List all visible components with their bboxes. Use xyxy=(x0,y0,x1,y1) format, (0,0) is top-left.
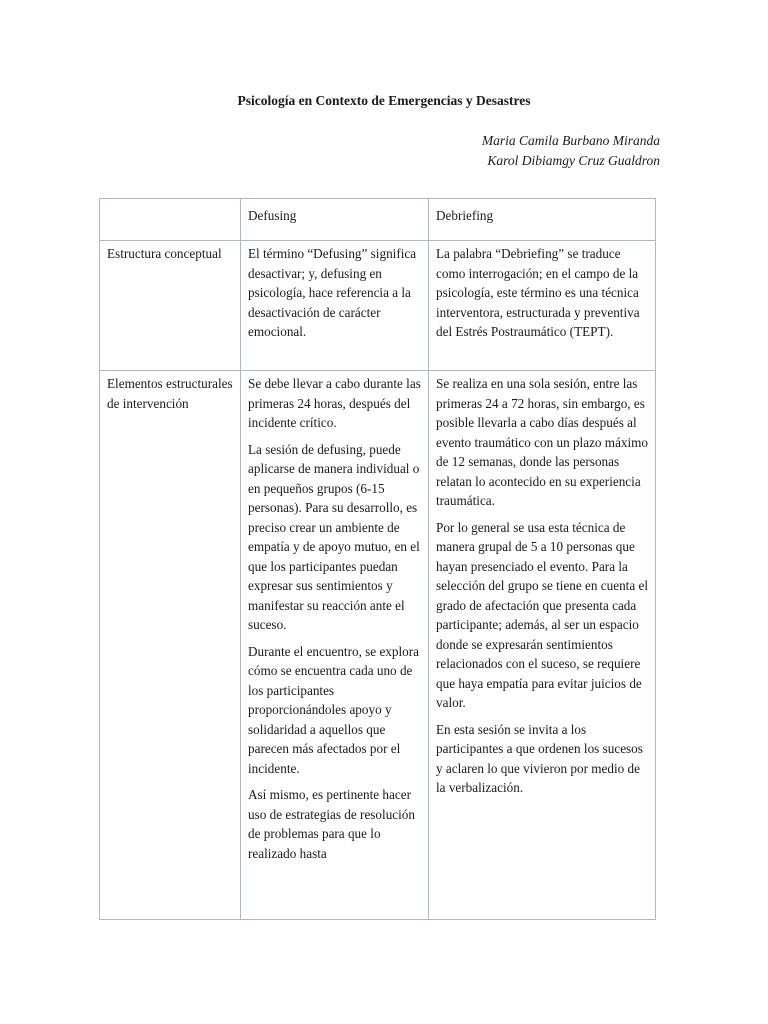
debriefing-cell xyxy=(429,371,656,920)
row-label-text: Estructura conceptual xyxy=(107,246,222,261)
comparison-table xyxy=(99,198,656,920)
author-list xyxy=(482,131,660,171)
header-cell-empty xyxy=(100,199,241,241)
debriefing-cell xyxy=(429,241,656,371)
defusing-paragraph: Se debe llevar a cabo durante las primeras 24 horas, después del incidente crítico. xyxy=(248,376,421,430)
defusing-paragraph: Así mismo, es pertinente hacer uso de estrategias de resolución de problemas para que lo realizado hasta xyxy=(248,787,415,861)
row-label-text: Elementos estructurales de intervención xyxy=(107,376,233,411)
debriefing-paragraph: Se realiza en una sola sesión, entre las primeras 24 a 72 horas, sin embargo, es posible llevarla a cabo días después al evento traumático con un plazo máximo de 12 semanas, donde las personas relatan lo acontecido en su experiencia traumática. xyxy=(436,376,649,508)
header-cell-debriefing: Debriefing xyxy=(429,199,656,241)
document-title: Psicología en Contexto de Emergencias y Desastres xyxy=(237,93,531,108)
debriefing-paragraph: La palabra “Debriefing” se traduce como interrogación; en el campo de la psicología, este término es una técnica interventora, estructurada y preventiva del Estrés Postraumático (TEPT). xyxy=(436,246,640,339)
author-name: Maria Camila Burbano Miranda xyxy=(481,133,660,148)
row-label xyxy=(100,241,241,371)
defusing-cell xyxy=(241,241,429,371)
table-row xyxy=(100,371,656,920)
debriefing-paragraph: Por lo general se usa esta técnica de manera grupal de 5 a 10 personas que hayan presenciado el evento. Para la selección del grupo se tiene en cuenta el grado de afectación que presenta cada participante; además, al ser un espacio donde se expresarán sentimientos relacionados con el suceso, se requiere que haya empatía para evitar juicios de valor. xyxy=(436,519,649,710)
debriefing-paragraph: En esta sesión se invita a los participantes a que ordenen los sucesos y aclaren lo que vivieron por medio de la verbalización. xyxy=(436,721,643,795)
table-row xyxy=(100,241,656,371)
header-cell-defusing: Defusing xyxy=(241,199,429,241)
defusing-paragraph: La sesión de defusing, puede aplicarse de manera individual o en pequeños grupos (6-15 personas). Para su desarrollo, es preciso crear un ambiente de empatía y de apoyo mutuo, en el que los participantes puedan expresar sus sentimientos y manifestar su reacción ante el suceso. xyxy=(248,441,420,632)
defusing-paragraph: El término “Defusing” significa desactivar; y, defusing en psicología, hace referencia a la desactivación de carácter emocional. xyxy=(248,246,417,339)
defusing-paragraph: Durante el encuentro, se explora cómo se encuentra cada uno de los participantes proporcionándoles apoyo y solidaridad a aquellos que parecen más afectados por el incidente. xyxy=(248,643,419,776)
defusing-cell xyxy=(241,371,429,920)
author-name: Karol Dibiamgy Cruz Gualdron xyxy=(487,153,660,168)
row-label xyxy=(100,371,241,920)
table-header-row xyxy=(100,199,656,241)
